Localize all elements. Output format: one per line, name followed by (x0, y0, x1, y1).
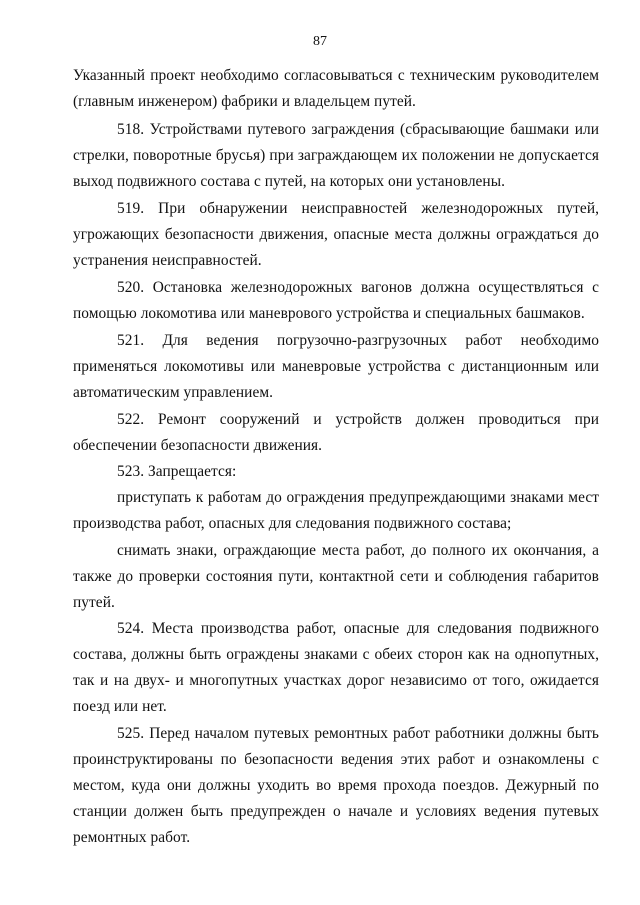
list-item-line: снимать знаки, ограждающие места работ, до полного их окончания, а (117, 542, 599, 559)
paragraph-520-line: 520. Остановка железнодорожных вагонов должна осуществляться с (117, 279, 599, 296)
text-line: Указанный проект необходимо согласовываться с техническим руководителем (73, 67, 599, 84)
text-line: местом, куда они должны уходить во время прохода поездов. Дежурный по (73, 777, 599, 794)
text-line: стрелки, поворотные брусья) при заграждающем их положении не допускается (73, 147, 599, 164)
text-line: производства работ, опасных для следования подвижного состава; (73, 515, 512, 532)
text-line: так и на двух- и многопутных участках дорог независимо от того, ожидается (73, 672, 599, 689)
text-line: автоматическим управлением. (73, 384, 274, 401)
text-line: путей. (73, 594, 115, 611)
text-line: ремонтных работ. (73, 829, 191, 846)
page-number: 87 (313, 34, 327, 49)
text-line: проинструктированы по безопасности ведения этих работ и ознакомлены с (73, 751, 599, 768)
paragraph-524-line: 524. Места производства работ, опасные для следования подвижного (117, 620, 599, 637)
text-line: поезд или нет. (73, 698, 167, 715)
text-line: (главным инженером) фабрики и владельцем путей. (73, 93, 416, 110)
text-line: станции должен быть предупрежден о начале и условиях ведения путевых (73, 803, 599, 820)
paragraph-523-line: 523. Запрещается: (117, 463, 237, 480)
paragraph-521-line: 521. Для ведения погрузочно-разгрузочных работ необходимо (117, 332, 599, 349)
paragraph-519-line: 519. При обнаружении неисправностей железнодорожных путей, (117, 200, 599, 217)
paragraph-525-line: 525. Перед началом путевых ремонтных работ работники должны быть (117, 725, 599, 742)
paragraph-518-line: 518. Устройствами путевого заграждения (сбрасывающие башмаки или (117, 121, 599, 138)
text-line: помощью локомотива или маневрового устройства и специальных башмаков. (73, 305, 585, 322)
text-line: применяться локомотивы или маневровые устройства с дистанционным или (73, 358, 599, 375)
paragraph-522-line: 522. Ремонт сооружений и устройств должен проводиться при (117, 411, 599, 428)
text-line: устранения неисправностей. (73, 252, 262, 269)
text-line: также до проверки состояния пути, контактной сети и соблюдения габаритов (73, 568, 599, 585)
text-line: угрожающих безопасности движения, опасные места должны ограждаться до (73, 226, 599, 243)
text-line: состава, должны быть ограждены знаками с обеих сторон как на однопутных, (73, 646, 599, 663)
text-line: обеспечении безопасности движения. (73, 437, 323, 454)
text-line: выход подвижного состава с путей, на которых они установлены. (73, 173, 506, 190)
list-item-line: приступать к работам до ограждения предупреждающими знаками мест (117, 489, 599, 506)
